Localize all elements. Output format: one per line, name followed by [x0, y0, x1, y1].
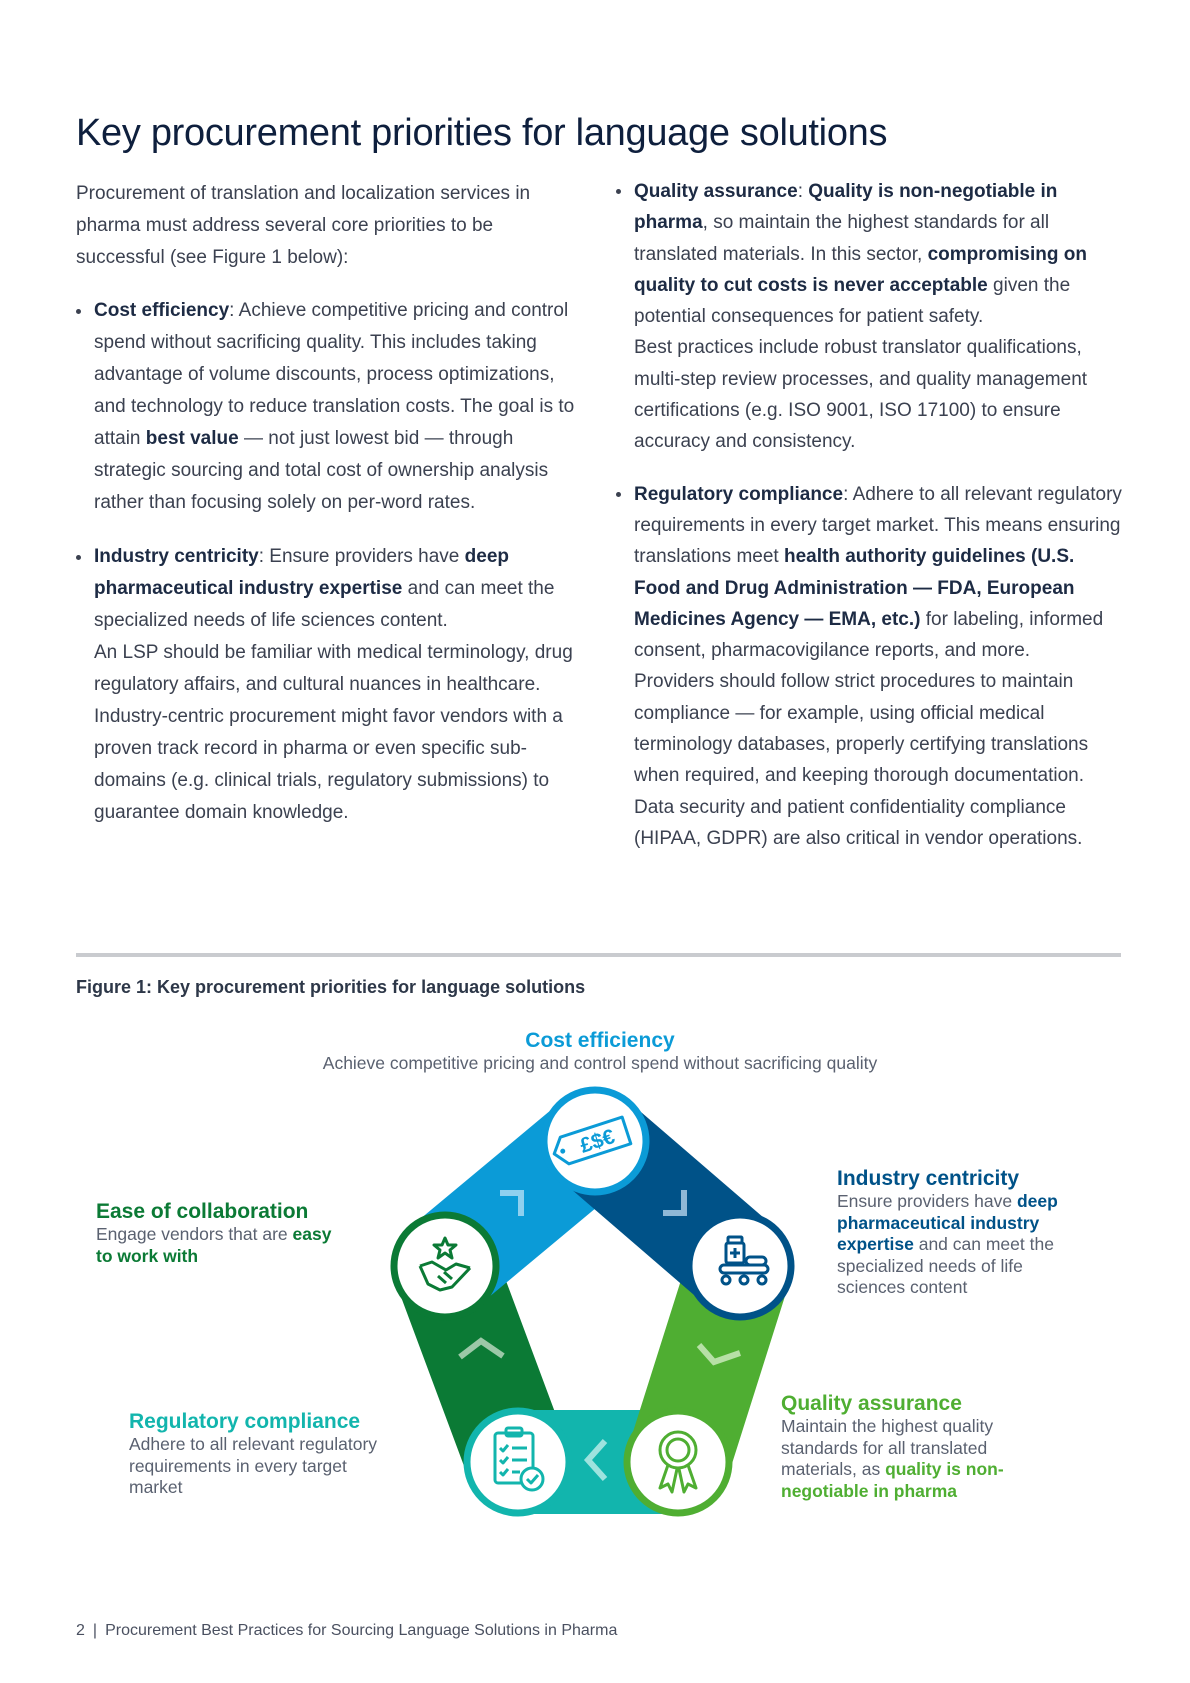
figure-title: Figure 1: Key procurement priorities for language solutions: [76, 977, 586, 997]
bullet-cost-efficiency: Cost efficiency: Achieve competitive pricing and control spend without sacrificing quality. This includes taking advantage of volume discounts, process optimizations, and technology to reduce translation costs. The goal is to attain best value — not just lowest bid — through strategic sourcing and total cost of ownership analysis rather than focusing solely on per-word rates.: [76, 295, 576, 519]
bullet-industry-centricity: Industry centricity: Ensure providers have deep pharmaceutical industry expertise and can meet the specialized needs of life sciences content.: [76, 541, 576, 637]
label-industry-centricity: Industry centricity Ensure providers have deep pharmaceutical industry expertise and can meet the specialized needs of life sciences content: [837, 1166, 1087, 1299]
regulatory-detail: Providers should follow strict procedures to maintain compliance — for example, using official medical terminology databases, properly certifying translations when required, and keeping thorough documentation. Data security and patient confidentiality compliance (HIPAA, GDPR) are also critical in vendor operations.: [634, 671, 1089, 849]
footer-doc-title: Procurement Best Practices for Sourcing Language Solutions in Pharma: [105, 1622, 618, 1639]
node-quality-assurance: [627, 1411, 729, 1513]
node-regulatory-compliance: [467, 1411, 569, 1513]
page-footer: [76, 1622, 617, 1640]
quality-assurance-title: Quality assurance: [781, 1392, 962, 1415]
collaboration-title: Ease of collaboration: [96, 1200, 309, 1223]
page-number: 2: [76, 1622, 85, 1639]
cost-efficiency-desc: Achieve competitive pricing and control spend without sacrificing quality: [322, 1053, 878, 1073]
node-ease-of-collaboration: [394, 1215, 496, 1317]
node-industry-centricity: [689, 1215, 791, 1317]
label-quality-assurance: Quality assurance Maintain the highest quality standards for all translated materials, as quality is non-negotiable in pharma: [781, 1391, 1041, 1502]
cost-efficiency-title: Cost efficiency: [525, 1029, 675, 1052]
node-cost-efficiency: [544, 1090, 646, 1192]
industry-detail: An LSP should be familiar with medical terminology, drug regulatory affairs, and cultural nuances in healthcare. Industry-centric procurement might favor vendors with a proven track record in pharma or even specific sub-domains (e.g. clinical trials, regulatory submissions) to guarantee domain knowledge.: [94, 642, 573, 823]
regulatory-compliance-desc: Adhere to all relevant regulatory requirements in every target market: [129, 1434, 378, 1497]
regulatory-compliance-title: Regulatory compliance: [129, 1410, 361, 1433]
bullet-regulatory-compliance: Regulatory compliance: Adhere to all relevant regulatory requirements in every target market. This means ensuring translations meet health authority guidelines (U.S. Food and Drug Administration — FDA, European Medicines Agency — EMA, etc.) for labeling, informed consent, pharmacovigilance reports, and more.: [616, 479, 1124, 667]
bullet-quality-assurance: Quality assurance: Quality is non-negotiable in pharma, so maintain the highest standards for all translated materials. In this sector, compromising on quality to cut costs is never acceptable given the potential consequences for patient safety.: [616, 176, 1124, 332]
page-title: Key procurement priorities for language solutions: [76, 112, 888, 154]
quality-detail: Best practices include robust translator qualifications, multi-step review processes, and quality management certifications (e.g. ISO 9001, ISO 17100) to ensure accuracy and consistency.: [634, 337, 1088, 453]
label-ease-of-collaboration: Ease of collaboration Engage vendors that are easy to work with: [96, 1199, 336, 1267]
footer-separator: |: [92, 1622, 98, 1639]
intro-paragraph: Procurement of translation and localization services in pharma must address several core priorities to be successful (see Figure 1 below):: [76, 183, 531, 268]
currency-glyphs: £$€: [577, 1125, 618, 1158]
industry-centricity-title: Industry centricity: [837, 1167, 1020, 1190]
